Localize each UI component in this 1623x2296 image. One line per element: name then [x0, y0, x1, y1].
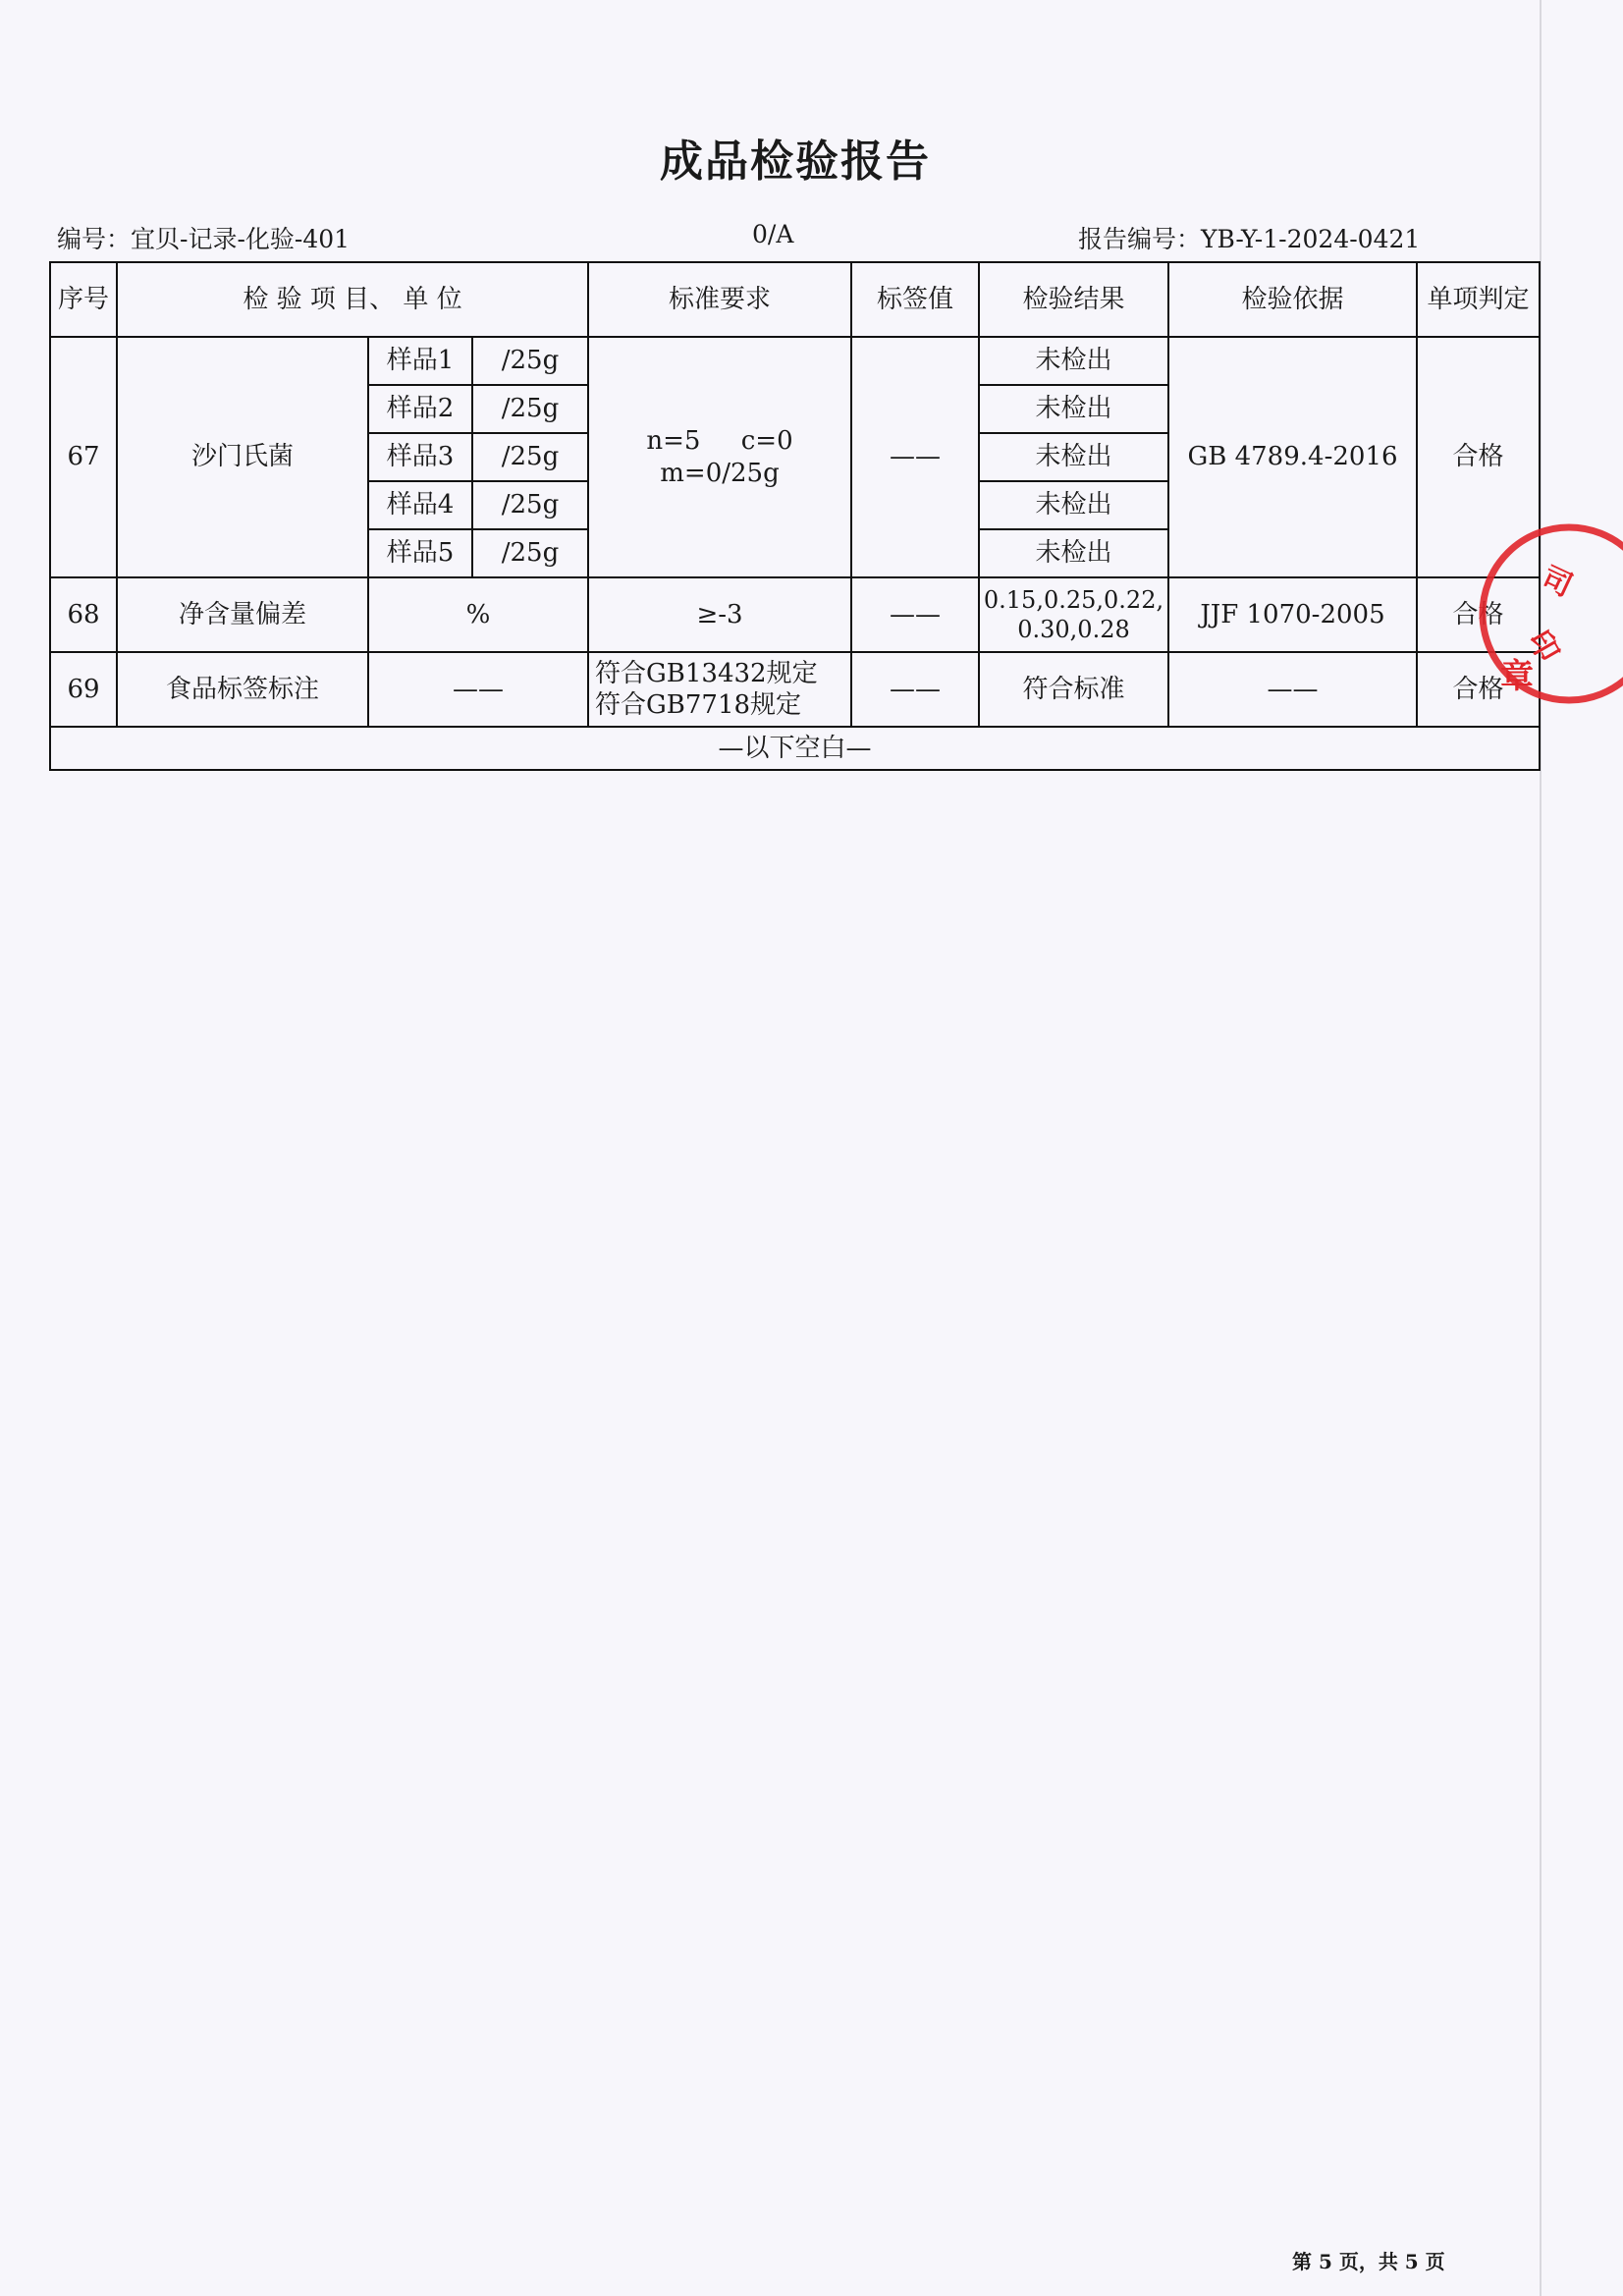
- sample-unit: /25g: [472, 529, 588, 577]
- row68-item: 净含量偏差: [117, 577, 368, 652]
- row69-judgment: 合格: [1417, 652, 1540, 727]
- row68-unit: %: [368, 577, 588, 652]
- row69-result: 符合标准: [979, 652, 1168, 727]
- header-result: 检验结果: [979, 262, 1168, 337]
- row68-result: 0.15,0.25,0.22,0.30,0.28: [979, 577, 1168, 652]
- sample-result: 未检出: [979, 529, 1168, 577]
- row67-label-value: ——: [851, 337, 979, 577]
- row69-standard-line2: 符合GB7718规定: [595, 690, 802, 720]
- report-number: 报告编号：YB-Y-1-2024-0421: [1078, 225, 1421, 253]
- row69-standard: [588, 652, 851, 727]
- header-judgment: 单项判定: [1417, 262, 1540, 337]
- row68-judgment: 合格: [1417, 577, 1540, 652]
- table-row: [50, 577, 1540, 652]
- header-standard: 标准要求: [588, 262, 851, 337]
- sample-result: 未检出: [979, 433, 1168, 481]
- row68-basis: JJF 1070-2005: [1168, 577, 1417, 652]
- sample-unit: /25g: [472, 481, 588, 529]
- sample-unit: /25g: [472, 385, 588, 433]
- sample-result: 未检出: [979, 385, 1168, 433]
- row67-judgment: 合格: [1417, 337, 1540, 577]
- row67-standard: [588, 337, 851, 577]
- sample-name: 样品1: [368, 337, 472, 385]
- sample-name: 样品2: [368, 385, 472, 433]
- svg-text:司: 司: [1536, 560, 1578, 604]
- row69-unit: ——: [368, 652, 588, 727]
- page-title: 成品检验报告: [660, 137, 931, 187]
- row67-seq: 67: [50, 337, 117, 577]
- row68-label-value: ——: [851, 577, 979, 652]
- record-number: 编号：宜贝-记录-化验-401: [57, 225, 351, 253]
- svg-text:章: 章: [1500, 657, 1534, 696]
- sample-result: 未检出: [979, 337, 1168, 385]
- sample-name: 样品4: [368, 481, 472, 529]
- header-label-value: 标签值: [851, 262, 979, 337]
- row67-standard-line1: n=5 c=0: [646, 426, 793, 456]
- header-seq: 序号: [50, 262, 117, 337]
- sample-name: 样品5: [368, 529, 472, 577]
- table-row: [50, 652, 1540, 727]
- row69-seq: 69: [50, 652, 117, 727]
- table-end-row: [50, 727, 1540, 770]
- sample-result: 未检出: [979, 481, 1168, 529]
- row69-standard-line1: 符合GB13432规定: [595, 658, 818, 688]
- page-number: 第 5 页，共 5 页: [1292, 2250, 1445, 2273]
- row67-item: 沙门氏菌: [117, 337, 368, 577]
- row68-standard: ≥-3: [588, 577, 851, 652]
- inspection-table: [49, 261, 1541, 771]
- row68-seq: 68: [50, 577, 117, 652]
- header-item-unit: 检 验 项 目、 单 位: [117, 262, 588, 337]
- row67-standard-line2: m=0/25g: [660, 458, 780, 488]
- svg-text:印: 印: [1521, 625, 1566, 668]
- table-row: [50, 337, 1540, 385]
- header-basis: 检验依据: [1168, 262, 1417, 337]
- table-header-row: [50, 262, 1540, 337]
- end-note: —以下空白—: [50, 727, 1540, 770]
- version-number: 0/A: [752, 220, 794, 248]
- row69-item: 食品标签标注: [117, 652, 368, 727]
- row69-label-value: ——: [851, 652, 979, 727]
- sample-unit: /25g: [472, 337, 588, 385]
- sample-name: 样品3: [368, 433, 472, 481]
- row69-basis: ——: [1168, 652, 1417, 727]
- sample-unit: /25g: [472, 433, 588, 481]
- row67-basis: GB 4789.4-2016: [1168, 337, 1417, 577]
